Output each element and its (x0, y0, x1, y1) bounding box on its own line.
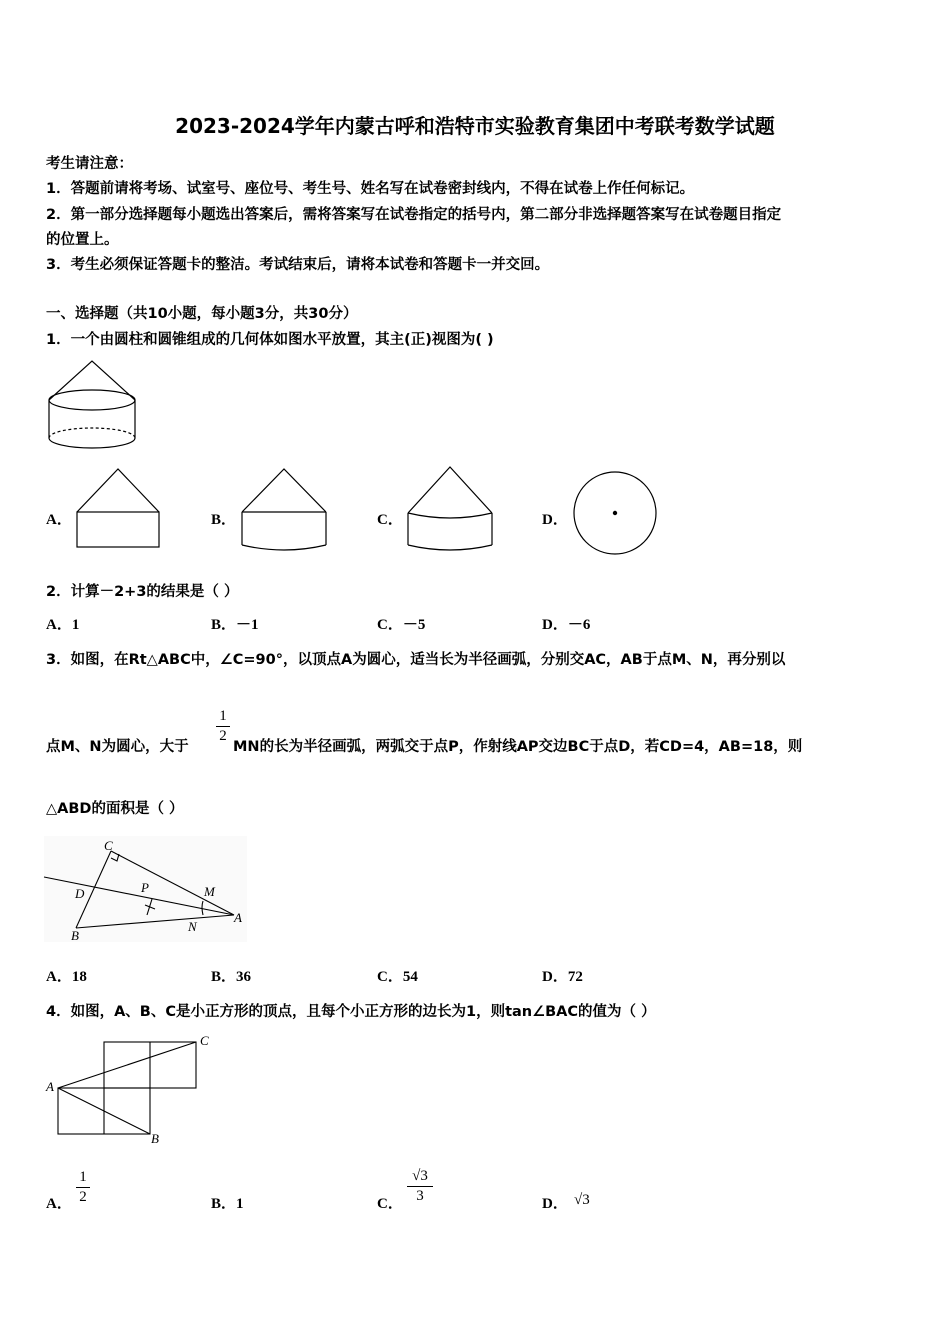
q1-stem: 1．一个由圆柱和圆锥组成的几何体如图水平放置，其主(正)视图为( ) (46, 332, 494, 348)
q1-option-b-figure (241, 467, 329, 553)
notice-item-1: 1．答题前请将考场、试室号、座位号、考生号、姓名写在试卷密封线内，不得在试卷上作任何标记。 (46, 181, 695, 197)
q4-option-c-fraction (407, 1168, 433, 1205)
q4-option-a-numerator: 1 (79, 1169, 87, 1185)
q4-option-c-label: C． (377, 1196, 403, 1212)
q3-option-d: D．72 (542, 969, 583, 985)
page-title: 2023-2024学年内蒙古呼和浩特市实验教育集团中考联考数学试题 (175, 114, 775, 138)
q3-option-c: C．54 (377, 969, 418, 985)
q4-option-c-denominator: 3 (416, 1188, 424, 1204)
q2-option-b: B．－1 (211, 617, 259, 633)
q3-line-2a: 点M、N为圆心，大于 (46, 739, 189, 755)
q3-label-p: P (141, 880, 149, 895)
q3-line-2b: MN的长为半径画弧，两弧交于点P，作射线AP交边BC于点D，若CD=4，AB=18，则 (233, 739, 803, 755)
q2-option-d: D．－6 (542, 617, 591, 633)
q4-option-a-denominator: 2 (79, 1189, 87, 1205)
section-heading: 一、选择题（共10小题，每小题3分，共30分） (46, 306, 358, 322)
q3-label-b: B (71, 928, 79, 943)
q3-label-a: A (234, 910, 242, 925)
q3-label-d: D (75, 886, 85, 901)
q3-label-n: N (188, 919, 197, 934)
q4-option-d-label: D． (542, 1196, 568, 1212)
q4-label-c: C (200, 1033, 209, 1048)
q1-option-d: D． (542, 512, 568, 528)
q4-stem: 4．如图，A、B、C是小正方形的顶点，且每个小正方形的边长为1，则tan∠BAC的值为（ ） (46, 1004, 656, 1020)
notice-item-2-cont: 的位置上。 (46, 232, 119, 248)
q3-option-a: A．18 (46, 969, 87, 985)
q1-option-c: C． (377, 512, 403, 528)
q2-option-c: C．－5 (377, 617, 426, 633)
q3-fraction-numerator: 1 (219, 708, 227, 724)
q4-grid-figure (44, 1032, 219, 1148)
q4-label-a: A (46, 1079, 54, 1094)
q3-fraction-denominator: 2 (219, 728, 227, 744)
q3-fraction (216, 708, 230, 745)
q4-option-c-numerator: √3 (412, 1168, 428, 1184)
q3-option-b: B．36 (211, 969, 252, 985)
q1-option-b: B． (211, 512, 237, 528)
q1-option-a: A． (46, 512, 72, 528)
q3-triangle-figure (44, 836, 250, 946)
notice-item-2: 2．第一部分选择题每小题选出答案后，需将答案写在试卷指定的括号内，第二部分非选择题答案写在试卷题目指定 (46, 207, 782, 223)
q3-label-m: M (204, 884, 215, 899)
q2-option-a: A．1 (46, 617, 80, 633)
q4-option-a-fraction (76, 1169, 90, 1206)
q4-option-d-value: √3 (574, 1192, 590, 1208)
q4-option-b: B．1 (211, 1196, 244, 1212)
q1-option-d-figure (572, 471, 658, 557)
q2-stem: 2．计算－2+3的结果是（ ） (46, 584, 239, 600)
q3-line-3: △ABD的面积是（ ） (46, 801, 184, 817)
q4-option-a-label: A． (46, 1196, 72, 1212)
q3-label-c: C (104, 838, 113, 853)
notice-item-3: 3．考生必须保证答题卡的整洁。考试结束后，请将本试卷和答题卡一并交回。 (46, 257, 550, 273)
q1-option-a-figure (76, 467, 162, 549)
notice-heading: 考生请注意： (46, 156, 133, 172)
q3-line-1: 3．如图，在Rt△ABC中，∠C=90°，以顶点A为圆心，适当长为半径画弧，分别交AC，AB于点M、N，再分别以 (46, 652, 786, 668)
q1-option-c-figure (407, 465, 495, 553)
q1-solid-figure (44, 358, 144, 453)
q4-label-b: B (151, 1131, 159, 1146)
